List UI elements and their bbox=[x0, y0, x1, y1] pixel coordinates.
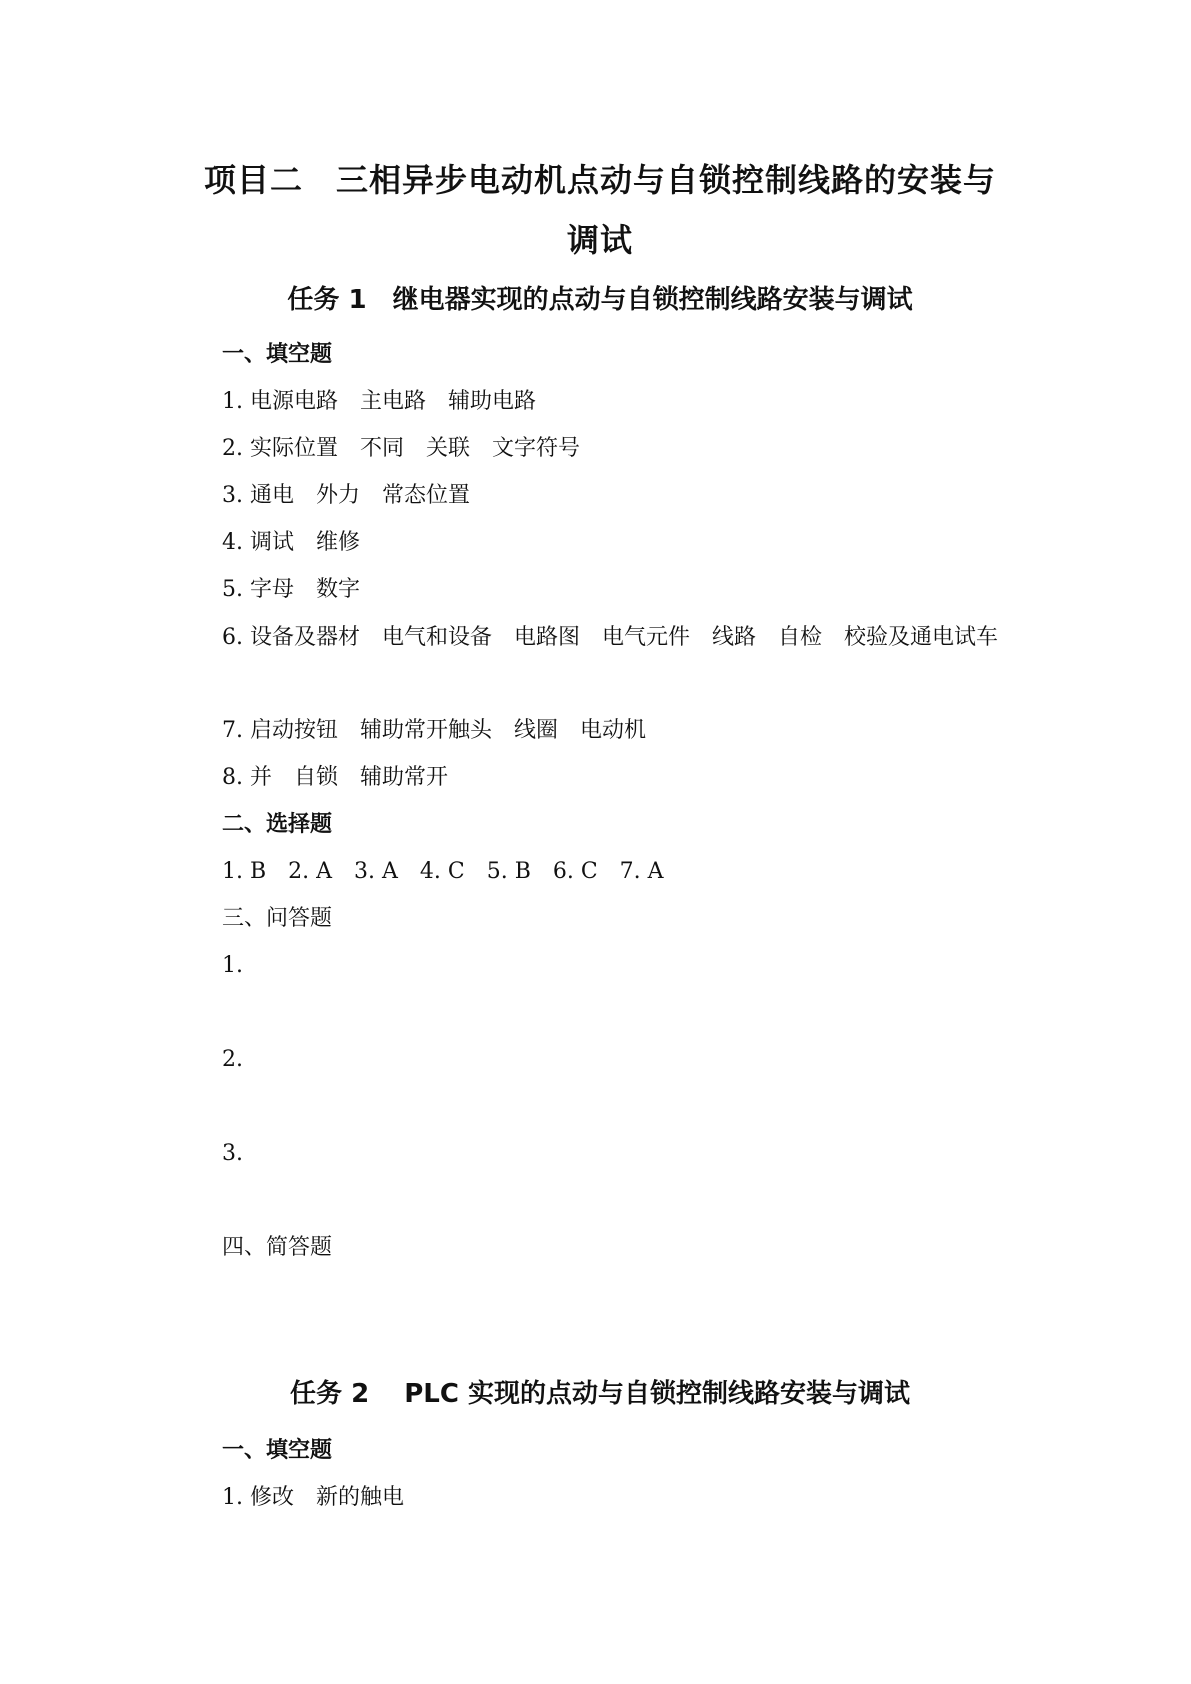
task1-choice-answers: 1. B 2. A 3. A 4. C 5. B 6. C 7. A bbox=[222, 859, 664, 884]
project-title: 项目二 三相异步电动机点动与自锁控制线路的安装与调试 bbox=[203, 161, 996, 259]
task1-choice-heading: 二、选择题 bbox=[222, 812, 333, 837]
task1-fill-item-2: 2. 实际位置 不同 关联 文字符号 bbox=[222, 436, 580, 461]
task1-qa-item-3: 3. bbox=[222, 1141, 243, 1166]
task1-fill-heading: 一、填空题 bbox=[222, 342, 333, 367]
task2-fill-heading: 一、填空题 bbox=[222, 1438, 333, 1463]
task1-fill-item-7: 7. 启动按钮 辅助常开触头 线圈 电动机 bbox=[222, 718, 646, 743]
task1-fill-item-8: 8. 并 自锁 辅助常开 bbox=[222, 765, 448, 790]
task1-short-heading: 四、简答题 bbox=[222, 1235, 333, 1260]
task1-qa-item-1: 1. bbox=[222, 953, 243, 978]
task1-fill-item-5: 5. 字母 数字 bbox=[222, 577, 360, 602]
task1-qa-item-2: 2. bbox=[222, 1047, 243, 1072]
task1-fill-item-6: 6. 设备及器材 电气和设备 电路图 电气元件 线路 自检 校验及通电试车 bbox=[222, 625, 998, 650]
task2-fill-item-1: 1. 修改 新的触电 bbox=[222, 1485, 404, 1510]
task1-title: 任务 1 继电器实现的点动与自锁控制线路安装与调试 bbox=[287, 285, 913, 315]
task1-fill-item-1: 1. 电源电路 主电路 辅助电路 bbox=[222, 389, 536, 414]
task1-qa-heading: 三、问答题 bbox=[222, 906, 333, 931]
task1-fill-item-4: 4. 调试 维修 bbox=[222, 530, 360, 555]
task2-title: 任务 2 PLC 实现的点动与自锁控制线路安装与调试 bbox=[290, 1379, 910, 1409]
task1-fill-item-3: 3. 通电 外力 常态位置 bbox=[222, 483, 470, 508]
